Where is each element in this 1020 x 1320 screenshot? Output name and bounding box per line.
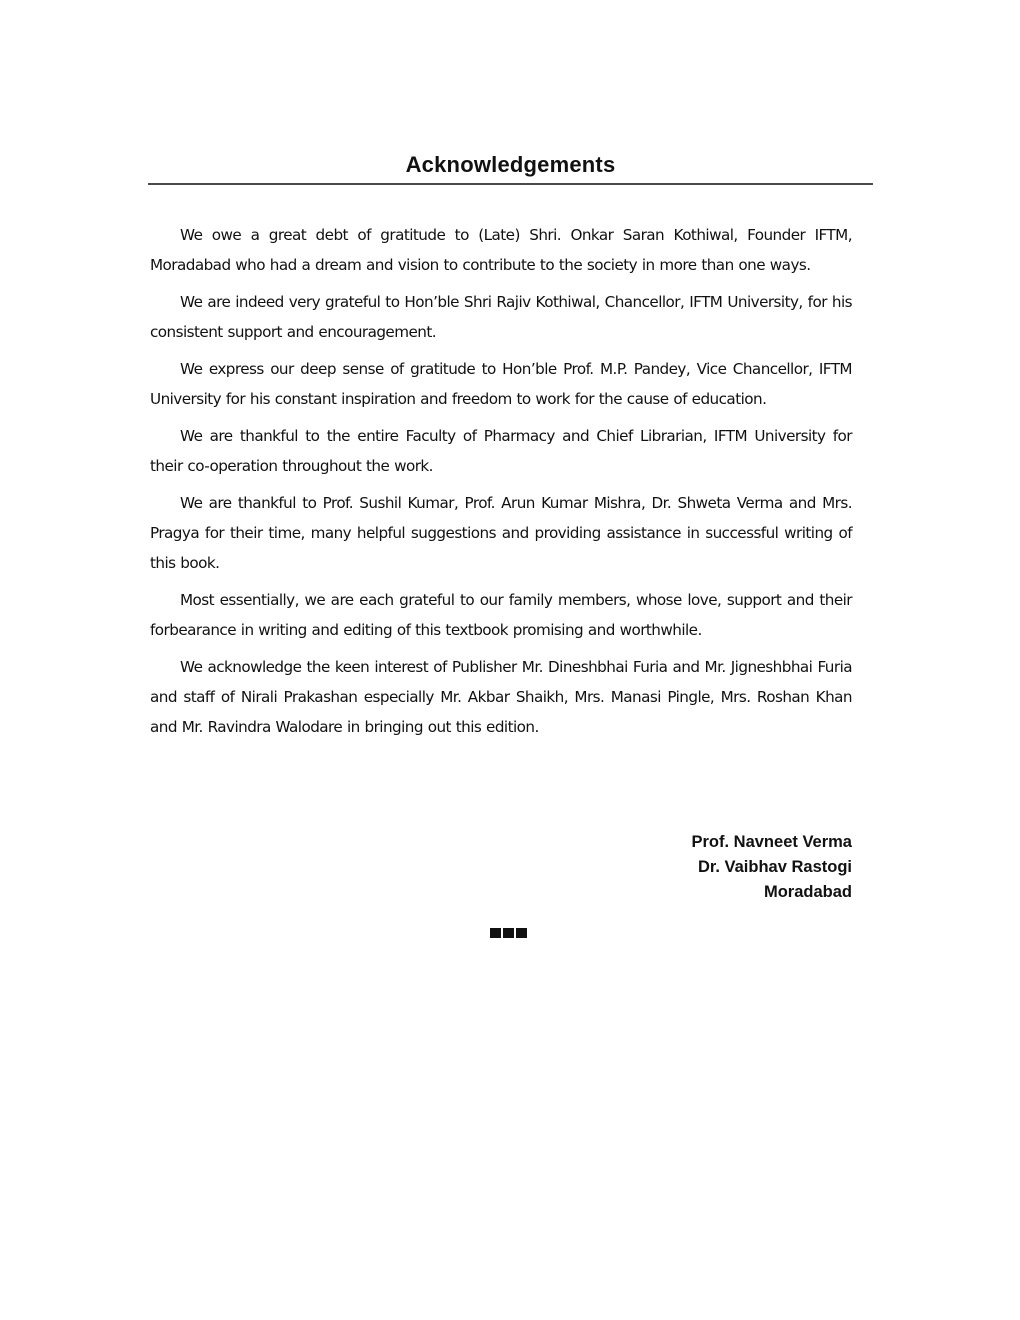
acknowledgements-body <box>150 220 852 749</box>
paragraph-family: Most essentially, we are each grateful to our family members, whose love, support and their forbearance in writing and editing of this textbook promising and worthwhile. <box>150 591 852 639</box>
black-squares-icon <box>490 928 527 938</box>
paragraph-founder: We owe a great debt of gratitude to (Late) Shri. Onkar Saran Kothiwal, Founder IFTM, Moradabad who had a dream and vision to contribute to the society in more than one ways. <box>150 226 852 274</box>
paragraph-faculty: We are thankful to the entire Faculty of Pharmacy and Chief Librarian, IFTM University for their co-operation throughout the work. <box>150 427 852 475</box>
title-underline-divider <box>148 183 873 185</box>
square-mark <box>516 928 527 938</box>
paragraph-colleagues: We are thankful to Prof. Sushil Kumar, Prof. Arun Kumar Mishra, Dr. Shweta Verma and Mrs. Pragya for their time, many helpful suggestions and providing assistance in successful writing of this book. <box>150 494 852 572</box>
author-signature <box>500 830 852 905</box>
square-mark <box>490 928 501 938</box>
paragraph-publisher: We acknowledge the keen interest of Publisher Mr. Dineshbhai Furia and Mr. Jigneshbhai Furia and staff of Nirali Prakashan especially Mr. Akbar Shaikh, Mrs. Manasi Pingle, Mrs. Roshan Khan and Mr. Ravindra Walodare in bringing out this edition. <box>150 658 852 736</box>
signature-author-2: Dr. Vaibhav Rastogi <box>697 858 852 876</box>
square-mark <box>503 928 514 938</box>
paragraph-vice-chancellor: We express our deep sense of gratitude to Hon’ble Prof. M.P. Pandey, Vice Chancellor, IFTM University for his constant inspiration and freedom to work for the cause of education. <box>150 360 852 408</box>
signature-place: Moradabad <box>763 883 852 901</box>
paragraph-chancellor: We are indeed very grateful to Hon’ble Shri Rajiv Kothiwal, Chancellor, IFTM University, for his consistent support and encouragement. <box>150 293 852 341</box>
page-title: Acknowledgements <box>405 152 616 177</box>
signature-author-1: Prof. Navneet Verma <box>691 833 852 851</box>
